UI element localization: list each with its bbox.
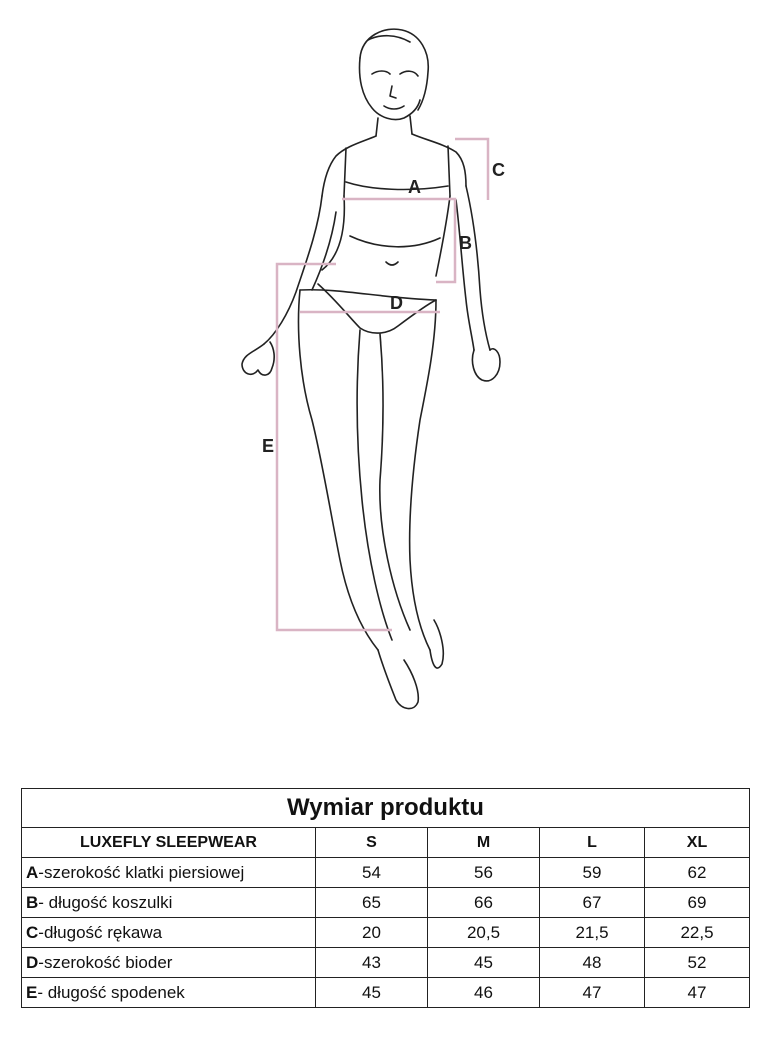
size-table <box>21 788 750 1008</box>
table-caption-row <box>22 789 750 828</box>
size-header: M <box>428 828 540 858</box>
row-code: A <box>26 862 39 882</box>
table-cell: 59 <box>540 858 645 888</box>
measure-e-line <box>277 264 392 630</box>
row-description: - długość koszulki <box>38 892 173 912</box>
row-description: -długość rękawa <box>38 922 163 942</box>
measure-b-line <box>436 199 455 282</box>
table-cell: 67 <box>540 888 645 918</box>
row-label <box>22 948 316 978</box>
size-header: L <box>540 828 645 858</box>
row-code: B <box>26 892 39 912</box>
body-outline <box>242 29 500 708</box>
row-description: - długość spodenek <box>37 982 185 1002</box>
size-header: S <box>316 828 428 858</box>
measure-a-label: A <box>408 177 421 197</box>
row-label <box>22 888 316 918</box>
table-cell: 69 <box>645 888 750 918</box>
measure-c-line <box>455 139 488 200</box>
table-cell: 62 <box>645 858 750 888</box>
size-header: XL <box>645 828 750 858</box>
row-label <box>22 978 316 1008</box>
measure-b-label: B <box>459 233 472 253</box>
table-row <box>22 918 750 948</box>
table-cell: 43 <box>316 948 428 978</box>
measure-d-label: D <box>390 293 403 313</box>
table-cell: 56 <box>428 858 540 888</box>
measure-c-label: C <box>492 160 505 180</box>
table-title: Wymiar produktu <box>22 789 750 828</box>
table-cell: 45 <box>428 948 540 978</box>
table-row <box>22 888 750 918</box>
table-cell: 47 <box>645 978 750 1008</box>
row-description: -szerokość klatki piersiowej <box>38 862 245 882</box>
table-cell: 46 <box>428 978 540 1008</box>
table-cell: 66 <box>428 888 540 918</box>
table-cell: 65 <box>316 888 428 918</box>
table-cell: 47 <box>540 978 645 1008</box>
row-code: C <box>26 922 39 942</box>
table-cell: 21,5 <box>540 918 645 948</box>
row-description: -szerokość bioder <box>38 952 173 972</box>
table-cell: 52 <box>645 948 750 978</box>
row-code: E <box>26 982 38 1002</box>
table-cell: 45 <box>316 978 428 1008</box>
brand-header: LUXEFLY SLEEPWEAR <box>22 828 316 858</box>
row-label <box>22 918 316 948</box>
row-label <box>22 858 316 888</box>
table-cell: 22,5 <box>645 918 750 948</box>
table-row <box>22 858 750 888</box>
table-cell: 20,5 <box>428 918 540 948</box>
measure-e-label: E <box>262 436 275 456</box>
table-header-row <box>22 828 750 858</box>
table-cell: 48 <box>540 948 645 978</box>
table-row <box>22 948 750 978</box>
row-code: D <box>26 952 39 972</box>
table-row <box>22 978 750 1008</box>
table-cell: 20 <box>316 918 428 948</box>
table-cell: 54 <box>316 858 428 888</box>
